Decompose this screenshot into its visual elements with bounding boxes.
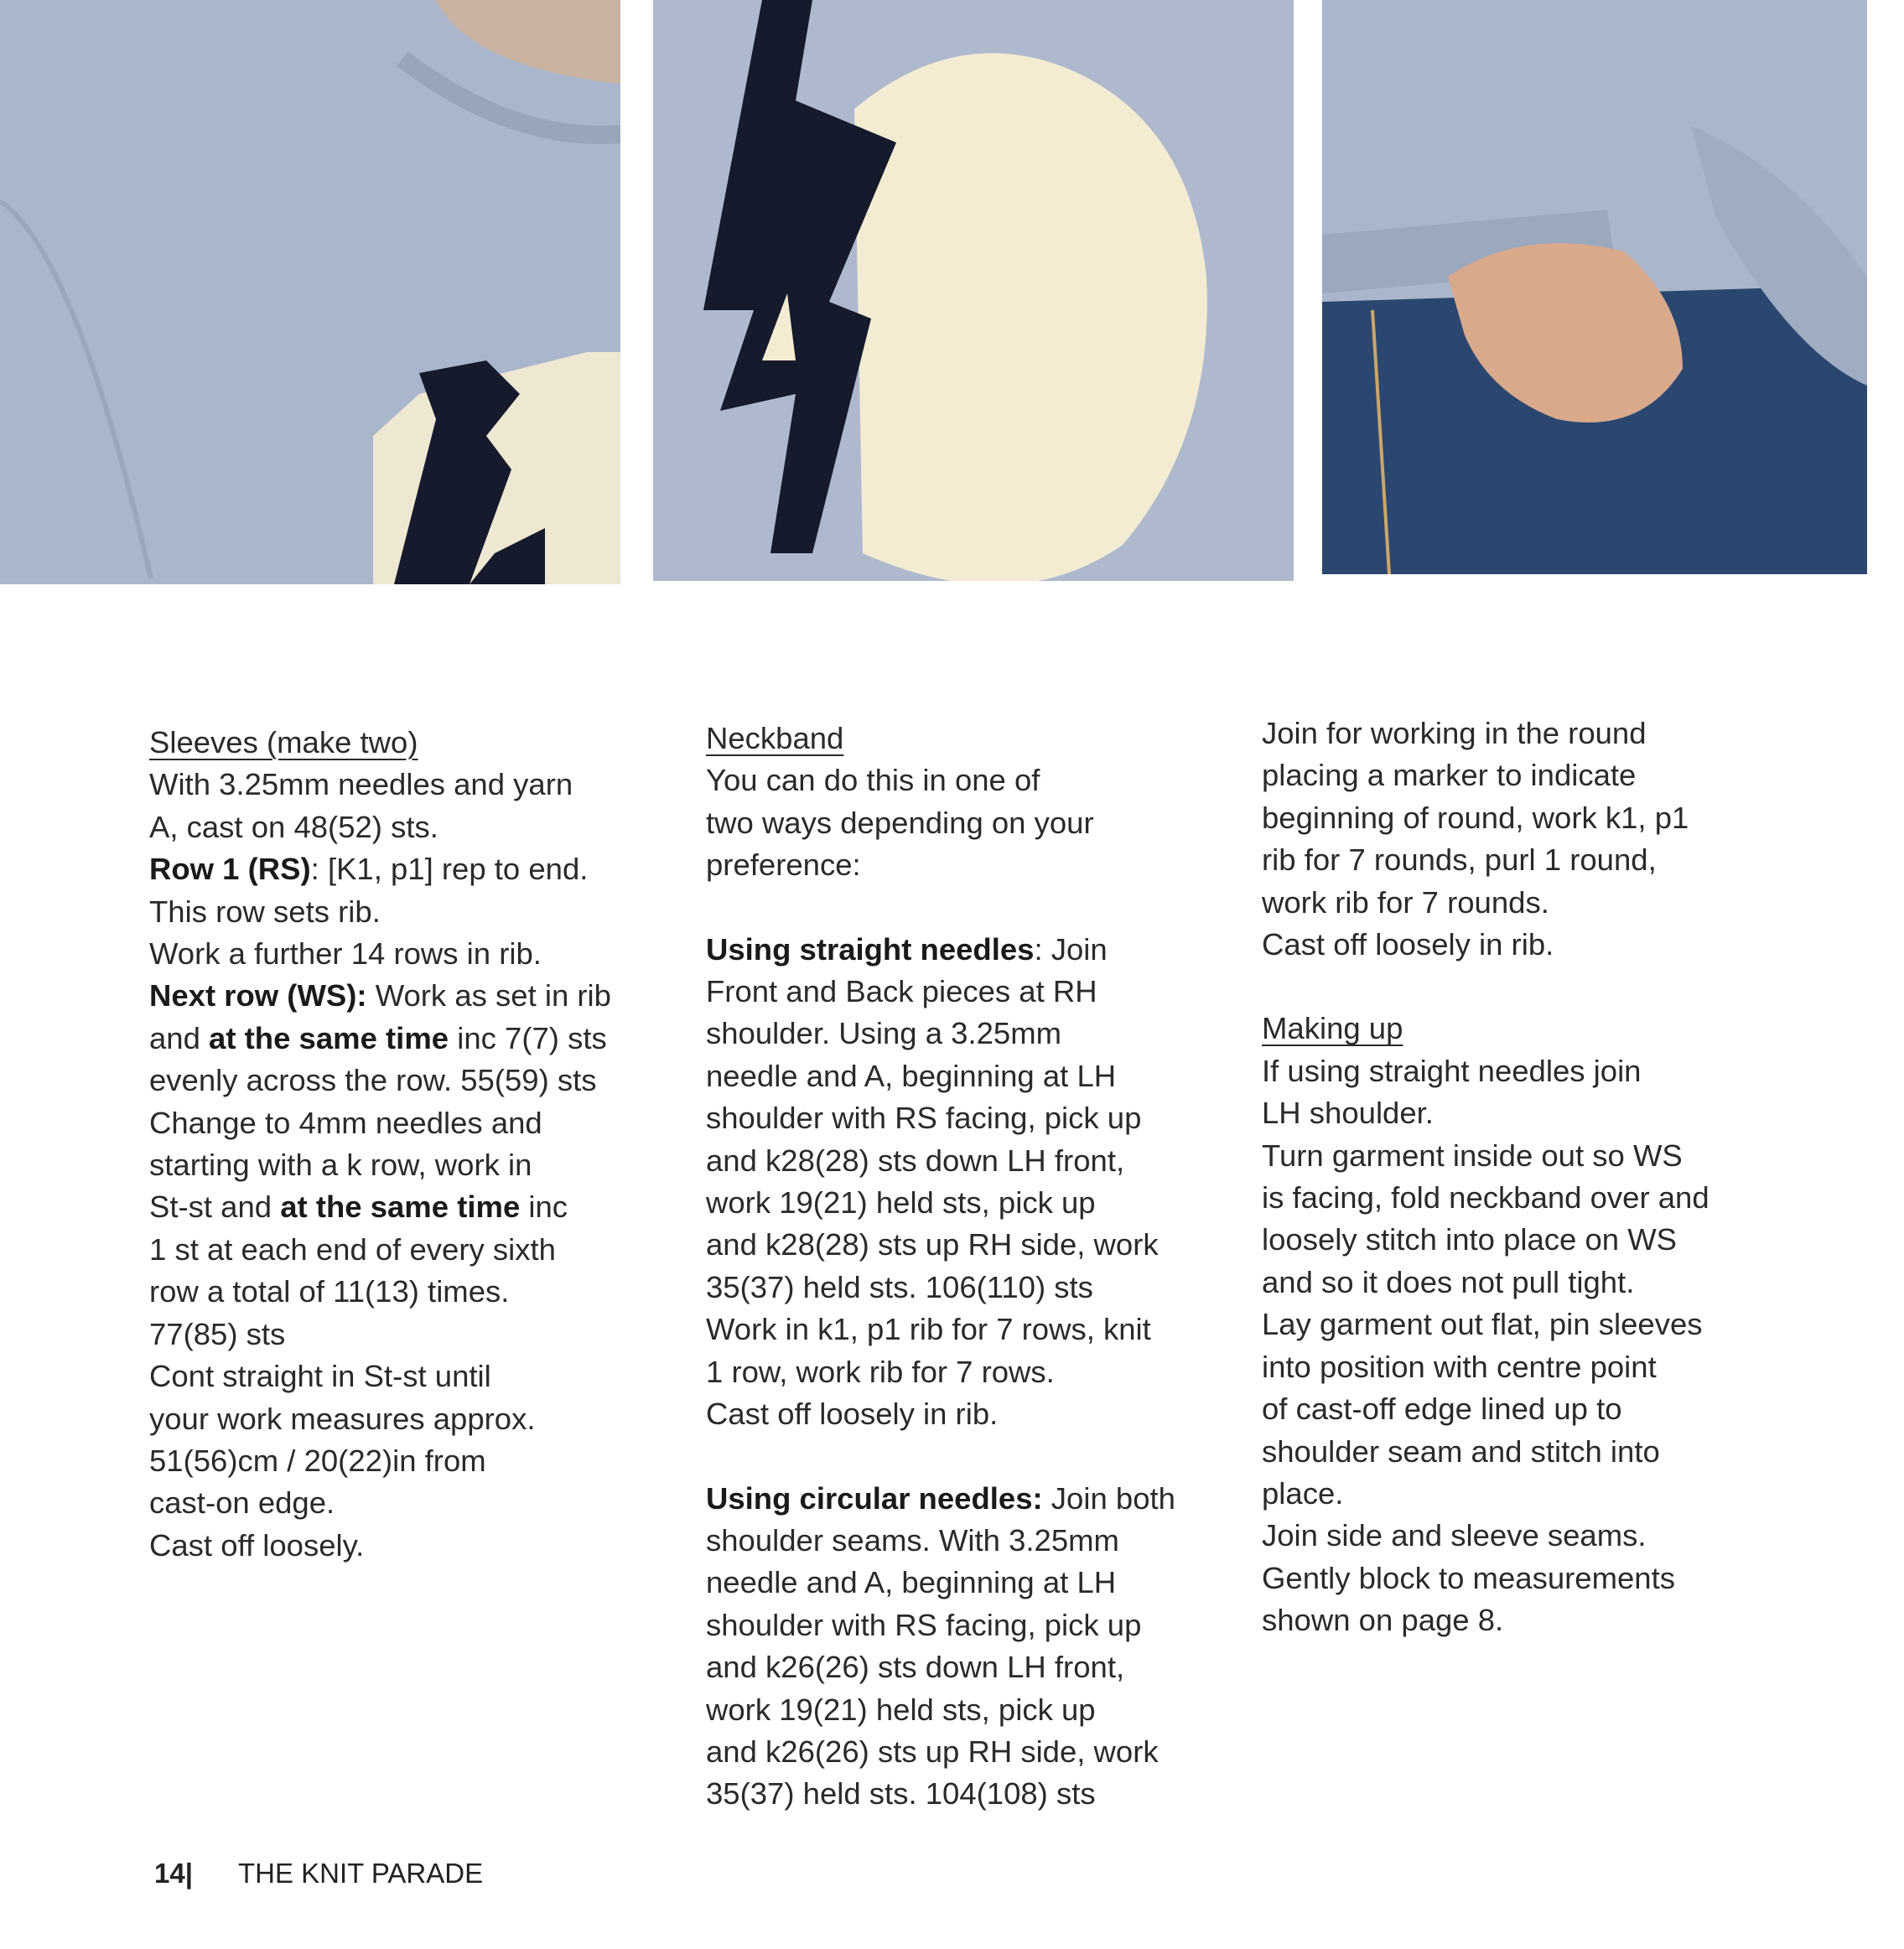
text-line: shoulder with RS facing, pick up [706, 1607, 1142, 1642]
next-row-label: Next row (WS): [149, 978, 367, 1013]
text-line: 1 st at each end of every sixth [149, 1231, 556, 1267]
text-line: shoulder. Using a 3.25mm [706, 1016, 1062, 1051]
text-line: work 19(21) held sts, pick up [706, 1692, 1096, 1727]
text-line: and so it does not pull tight. [1262, 1264, 1635, 1299]
text-line: shown on page 8. [1262, 1603, 1504, 1638]
text-line: A, cast on 48(52) sts. [149, 809, 438, 844]
text-line: two ways depending on your [706, 805, 1094, 840]
text-line: Cast off loosely in rib. [706, 1397, 999, 1432]
text-line: 35(37) held sts. 106(110) sts [706, 1269, 1093, 1304]
text-line: Lay garment out flat, pin sleeves [1262, 1307, 1703, 1342]
text-line: This row sets rib. [149, 894, 381, 929]
text-line: needle and A, beginning at LH [706, 1565, 1117, 1600]
text-line: and k26(26) sts up RH side, work [706, 1734, 1159, 1769]
row1-label: Row 1 (RS) [149, 852, 311, 887]
making-up-heading: Making up [1262, 1011, 1403, 1046]
making-up-section [1262, 713, 1798, 1642]
text-line: preference: [706, 848, 861, 883]
text-line: Join side and sleeve seams. [1262, 1518, 1647, 1553]
text-line: You can do this in one of [706, 763, 1040, 798]
text-line: and k28(28) sts up RH side, work [706, 1227, 1159, 1262]
text-line: Change to 4mm needles and [149, 1105, 542, 1140]
text-line: evenly across the row. 55(59) sts [149, 1063, 597, 1098]
straight-needles-label: Using straight needles [706, 931, 1035, 967]
text-line: With 3.25mm needles and yarn [149, 767, 573, 802]
text-line: and k26(26) sts down LH front, [706, 1650, 1125, 1685]
text-line: shoulder with RS facing, pick up [706, 1101, 1142, 1136]
photo-sweater-lightning-bolt [653, 0, 1294, 581]
text-line: Using straight needles: Join [706, 931, 1108, 967]
text-line: cast-on edge. [149, 1485, 335, 1521]
text-line: is facing, fold neckband over and [1262, 1180, 1709, 1216]
text-line: Cast off loosely. [149, 1527, 365, 1563]
photo-sweater-sleeve [0, 0, 620, 584]
text-line: shoulder seam and stitch into [1262, 1433, 1660, 1469]
book-title: THE KNIT PARADE [237, 1858, 484, 1889]
text-line: Front and Back pieces at RH [706, 974, 1097, 1009]
text-line: shoulder seams. With 3.25mm [706, 1522, 1119, 1558]
text-line: of cast-off edge lined up to [1262, 1392, 1622, 1427]
neckband-heading: Neckband [706, 721, 844, 755]
page-number: 14| [154, 1858, 193, 1889]
text-line: and k28(28) sts down LH front, [706, 1143, 1125, 1178]
text-line: 35(37) held sts. 104(108) sts [706, 1776, 1096, 1812]
text-line: Gently block to measurements [1262, 1560, 1675, 1595]
text-line: place. [1262, 1475, 1344, 1511]
text-line: loosely stitch into place on WS [1262, 1222, 1678, 1257]
sleeves-heading: Sleeves (make two) [149, 725, 418, 759]
text-line: beginning of round, work k1, p1 [1262, 800, 1689, 835]
text-line: row a total of 11(13) times. [149, 1274, 510, 1309]
photo-sweater-cuff-jeans [1322, 0, 1867, 574]
text-line: and at the same time inc 7(7) sts [149, 1020, 607, 1055]
text-line: rib for 7 rounds, purl 1 round, [1262, 842, 1657, 878]
circular-needles-label: Using circular needles: [706, 1480, 1043, 1516]
text-line: Cont straight in St-st until [149, 1359, 491, 1394]
neckband-section [706, 718, 1259, 1816]
text-line: St-st and at the same time inc [149, 1190, 568, 1225]
text-line: placing a marker to indicate [1262, 758, 1637, 793]
text-line: work rib for 7 rounds. [1262, 884, 1549, 920]
text-line: Work in k1, p1 rib for 7 rows, knit [706, 1312, 1151, 1347]
text-line: 77(85) sts [149, 1316, 286, 1351]
text-line: Using circular needles: Join both [706, 1480, 1175, 1516]
text-line: LH shoulder. [1262, 1096, 1434, 1131]
page-footer [154, 1858, 483, 1889]
text-line: Cast off loosely in rib. [1262, 927, 1554, 962]
text-line: If using straight needles join [1262, 1053, 1642, 1088]
text-line: Join for working in the round [1262, 716, 1647, 750]
text-line: Work a further 14 rows in rib. [149, 936, 542, 972]
text-line: work 19(21) held sts, pick up [706, 1185, 1096, 1221]
text-line: 1 row, work rib for 7 rows. [706, 1354, 1055, 1389]
sleeves-section [149, 722, 686, 1567]
text-line: starting with a k row, work in [149, 1148, 532, 1183]
text-line: 51(56)cm / 20(22)in from [149, 1443, 486, 1478]
text-line: Next row (WS): Work as set in rib [149, 978, 611, 1013]
text-line: into position with centre point [1262, 1349, 1657, 1384]
text-line: needle and A, beginning at LH [706, 1058, 1117, 1093]
text-line: your work measures approx. [149, 1401, 536, 1436]
text-line: Row 1 (RS): [K1, p1] rep to end. [149, 852, 589, 887]
text-line: Turn garment inside out so WS [1262, 1138, 1683, 1173]
